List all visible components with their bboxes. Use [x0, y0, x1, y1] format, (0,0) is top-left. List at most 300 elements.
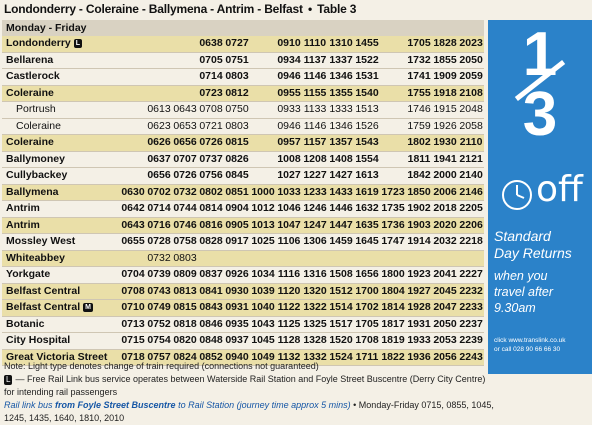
station-name [2, 300, 120, 317]
departure-time: 1040 [250, 300, 276, 317]
departure-time [120, 52, 146, 69]
departure-time: 0714 [146, 201, 172, 218]
footnote-rail-link-text: — Free Rail Link bus service operates between Waterside Rail Station and Foyle Street Buscentre (Derry City Centre) for intending rail passengers [4, 374, 486, 397]
departure-time: 0708 [198, 102, 224, 119]
departure-time: 0757 [146, 349, 172, 366]
bus-line-part-d: • Monday-Friday 0715, 0855, 1045, 1245, 1435, 1640, 1810, 2010 [4, 400, 494, 423]
departure-time: 1828 [432, 36, 458, 52]
station-label: Belfast Central [6, 284, 81, 297]
station-badge: L [75, 39, 81, 47]
station-label: Londonderry [6, 37, 71, 49]
departure-time: 2146 [458, 184, 484, 201]
departure-time: 0705 [198, 52, 224, 69]
departure-time [120, 36, 146, 52]
station-label: Bellarena [6, 53, 54, 66]
departure-time: 0846 [198, 316, 224, 333]
departure-time: 0704 [120, 267, 146, 284]
departure-time: 1850 [406, 184, 432, 201]
departure-time: 0818 [172, 316, 198, 333]
departure-time: 0930 [224, 283, 250, 300]
departure-time [250, 250, 276, 267]
timetable-row [2, 102, 484, 119]
departure-time: 2000 [432, 168, 458, 185]
departure-time: 0904 [224, 201, 250, 218]
departure-time: 1822 [380, 349, 406, 366]
departure-time: 0815 [172, 300, 198, 317]
departure-time [172, 36, 198, 52]
departure-time [172, 52, 198, 69]
departure-time: 1800 [380, 267, 406, 284]
departure-time [120, 135, 146, 152]
promo-website[interactable]: click www.translink.co.uk [494, 337, 566, 344]
departure-time: 1125 [276, 316, 302, 333]
departure-time: 1941 [432, 151, 458, 168]
departure-time: 1804 [380, 283, 406, 300]
timetable-row [2, 135, 484, 152]
station-name [2, 333, 120, 350]
departure-time: 1540 [354, 85, 380, 102]
departure-time: 0726 [198, 135, 224, 152]
timetable-header-row [2, 20, 484, 36]
departure-time [250, 69, 276, 86]
departure-time [172, 85, 198, 102]
timetable-row [2, 118, 484, 135]
departure-time [146, 85, 172, 102]
departure-time: 0841 [198, 283, 224, 300]
departure-time: 0754 [146, 333, 172, 350]
title-bullet: • [307, 2, 312, 16]
departure-time: 1915 [432, 102, 458, 119]
departure-time: 0851 [224, 184, 250, 201]
station-name [2, 102, 120, 119]
departure-time: 1656 [354, 267, 380, 284]
departure-time: 2205 [458, 201, 484, 218]
timetable-row [2, 250, 484, 267]
promo-contact [494, 336, 590, 354]
station-label: Great Victoria Street [6, 350, 108, 363]
departure-time: 1357 [328, 135, 354, 152]
departure-time: 1043 [250, 316, 276, 333]
departure-time: 1316 [302, 267, 328, 284]
departure-time: 1120 [276, 283, 302, 300]
departure-time: 1619 [354, 184, 380, 201]
departure-time: 1926 [432, 118, 458, 135]
station-label: Cullybackey [6, 169, 68, 181]
departure-time: 0940 [224, 349, 250, 366]
departure-time: 1110 [302, 36, 328, 52]
departure-time: 0917 [224, 234, 250, 251]
departure-time: 1711 [354, 349, 380, 366]
station-name [2, 267, 120, 284]
departure-time: 0732 [172, 184, 198, 201]
departure-time [380, 151, 406, 168]
departure-time: 0750 [224, 102, 250, 119]
promo-when-you: when you [494, 269, 548, 283]
departure-time: 2239 [458, 333, 484, 350]
departure-time: 1520 [328, 333, 354, 350]
departure-time: 0809 [172, 267, 198, 284]
footnote-light-type: Note: Light type denotes change of train required (connections not guaranteed) [4, 361, 319, 371]
departure-time: 0803 [172, 250, 198, 267]
timetable-title [4, 1, 484, 18]
departure-time: 0828 [198, 234, 224, 251]
station-name [2, 135, 120, 152]
departure-time [276, 250, 302, 267]
departure-time [120, 85, 146, 102]
departure-time: 2232 [458, 283, 484, 300]
departure-time: 0816 [198, 217, 224, 234]
timetable-row [2, 201, 484, 218]
departure-time [380, 118, 406, 135]
departure-time: 0756 [198, 168, 224, 185]
departure-time: 2121 [458, 151, 484, 168]
departure-time: 1508 [328, 267, 354, 284]
departure-time: 2243 [458, 349, 484, 366]
departure-time: 0623 [146, 118, 172, 135]
departure-time: 0946 [276, 69, 302, 86]
departure-time: 0814 [198, 201, 224, 218]
station-name [2, 69, 120, 86]
departure-time: 1930 [432, 135, 458, 152]
departure-time: 2140 [458, 168, 484, 185]
departure-time: 1146 [302, 69, 328, 86]
departure-time: 1027 [276, 168, 302, 185]
departure-time: 1034 [250, 267, 276, 284]
departure-time: 1524 [328, 349, 354, 366]
departure-time [458, 250, 484, 267]
departure-time: 1133 [302, 102, 328, 119]
departure-time [146, 52, 172, 69]
departure-time: 1122 [276, 300, 302, 317]
timetable-row [2, 151, 484, 168]
departure-time: 1033 [276, 184, 302, 201]
departure-time: 0957 [276, 135, 302, 152]
departure-time: 2045 [432, 283, 458, 300]
departure-time [328, 250, 354, 267]
bus-line-part-a: Rail link bus [4, 400, 56, 410]
station-label: Coleraine [6, 86, 54, 99]
departure-time: 2023 [458, 36, 484, 52]
station-label: Antrim [6, 218, 40, 231]
departure-time: 0751 [224, 52, 250, 69]
station-name [2, 151, 120, 168]
departure-time [250, 168, 276, 185]
departure-time: 1514 [328, 300, 354, 317]
promo-phone: or call 028 90 66 66 30 [494, 346, 561, 353]
departure-time: 1531 [354, 69, 380, 86]
departure-time [250, 36, 276, 52]
departure-time: 1914 [406, 234, 432, 251]
departure-time: 1157 [302, 135, 328, 152]
station-name [2, 283, 120, 300]
departure-time: 1700 [354, 283, 380, 300]
departure-time: 0752 [146, 316, 172, 333]
station-name [2, 184, 120, 201]
departure-time: 1046 [276, 201, 302, 218]
departure-time [380, 85, 406, 102]
departure-time: 1543 [354, 135, 380, 152]
departure-time: 0723 [198, 85, 224, 102]
promo-travel-after: travel after [494, 285, 554, 299]
departure-time: 1310 [328, 36, 354, 52]
departure-time: 0713 [120, 316, 146, 333]
departure-time: 0813 [172, 283, 198, 300]
departure-time: 1433 [328, 184, 354, 201]
departure-time: 0714 [198, 69, 224, 86]
departure-time: 1645 [354, 234, 380, 251]
timetable-row [2, 36, 484, 52]
promo-denominator: 3 [522, 80, 558, 149]
departure-time: 2056 [432, 349, 458, 366]
departure-time [120, 168, 146, 185]
departure-time: 0905 [224, 217, 250, 234]
departure-time: 2041 [432, 267, 458, 284]
departure-time [198, 250, 224, 267]
departure-time [250, 135, 276, 152]
departure-time: 1613 [354, 168, 380, 185]
departure-time: 1447 [328, 217, 354, 234]
rail-link-badge: L [6, 375, 11, 384]
departure-time: 1747 [380, 234, 406, 251]
departure-time: 2048 [458, 102, 484, 119]
departure-time: 0642 [120, 201, 146, 218]
departure-time: 2050 [458, 52, 484, 69]
departure-time: 0744 [172, 201, 198, 218]
departure-time: 0802 [198, 184, 224, 201]
departure-time: 1337 [328, 52, 354, 69]
departure-time [380, 36, 406, 52]
departure-time: 1045 [250, 333, 276, 350]
departure-time: 1759 [406, 118, 432, 135]
departure-time: 1517 [328, 316, 354, 333]
station-label: Whiteabbey [6, 251, 65, 264]
departure-time: 1306 [302, 234, 328, 251]
timetable-row [2, 85, 484, 102]
departure-time: 0803 [224, 69, 250, 86]
departure-time: 2020 [432, 217, 458, 234]
departure-time: 0737 [198, 151, 224, 168]
timetable-row [2, 52, 484, 69]
departure-time: 1455 [354, 36, 380, 52]
departure-time: 1459 [328, 234, 354, 251]
departure-time: 0946 [276, 118, 302, 135]
departure-time: 0824 [172, 349, 198, 366]
departure-time: 1355 [328, 85, 354, 102]
departure-time: 0637 [146, 151, 172, 168]
departure-time: 1705 [354, 316, 380, 333]
departure-time: 1702 [354, 300, 380, 317]
station-label: Coleraine [16, 119, 61, 132]
departure-time: 0718 [120, 349, 146, 366]
departure-time [380, 52, 406, 69]
departure-time: 1732 [406, 52, 432, 69]
departure-time: 1233 [302, 184, 328, 201]
departure-time: 0656 [172, 135, 198, 152]
departure-time: 1902 [406, 201, 432, 218]
departure-time: 0653 [172, 118, 198, 135]
station-name [2, 168, 120, 185]
departure-time [120, 250, 146, 267]
departure-time: 1736 [380, 217, 406, 234]
departure-time: 0715 [120, 333, 146, 350]
station-name [2, 234, 120, 251]
station-badge: M [85, 303, 91, 311]
departure-time: 1116 [276, 267, 302, 284]
title-route: Londonderry - Coleraine - Ballymena - Antrim - Belfast [4, 2, 303, 16]
station-name [2, 217, 120, 234]
departure-time: 0803 [224, 118, 250, 135]
departure-time: 1923 [406, 267, 432, 284]
bus-line-part-b: from Foyle Street Buscentre [55, 400, 176, 410]
departure-time: 0716 [146, 217, 172, 234]
departure-time: 0926 [224, 267, 250, 284]
footnote-bus-times [4, 399, 494, 425]
departure-time: 0743 [146, 283, 172, 300]
departure-time: 1936 [406, 349, 432, 366]
departure-time: 1013 [250, 217, 276, 234]
departure-time: 0910 [276, 36, 302, 52]
departure-time [250, 85, 276, 102]
departure-time: 1049 [250, 349, 276, 366]
departure-time: 2047 [432, 300, 458, 317]
days-label: Monday - Friday [2, 20, 484, 36]
station-label: Botanic [6, 317, 45, 330]
clock-icon [500, 178, 534, 212]
departure-time: 1927 [406, 283, 432, 300]
station-label: Mossley West [6, 235, 76, 247]
departure-time: 1000 [250, 184, 276, 201]
departure-time: 2110 [458, 135, 484, 152]
departure-time: 1903 [406, 217, 432, 234]
departure-time: 2058 [458, 118, 484, 135]
departure-time: 1512 [328, 283, 354, 300]
departure-time [250, 118, 276, 135]
departure-time: 1106 [276, 234, 302, 251]
promo-condition [494, 268, 588, 316]
departure-time: 1025 [250, 234, 276, 251]
departure-time: 0758 [172, 234, 198, 251]
departure-time: 1909 [432, 69, 458, 86]
departure-time: 1247 [302, 217, 328, 234]
departure-time: 2227 [458, 267, 484, 284]
bus-line-part-c: to Rail Station (journey time approx 5 mins) [175, 400, 351, 410]
promo-tagline [494, 228, 588, 262]
departure-time: 1526 [354, 118, 380, 135]
station-name [2, 201, 120, 218]
departure-time: 1137 [302, 52, 328, 69]
departure-time: 1246 [302, 201, 328, 218]
departure-time: 0643 [120, 217, 146, 234]
departure-time: 0749 [146, 300, 172, 317]
departure-time [120, 151, 146, 168]
departure-time: 1802 [406, 135, 432, 152]
station-label: Portrush [16, 103, 56, 115]
station-label: City Hospital [6, 334, 71, 346]
station-label: Coleraine [6, 136, 54, 148]
departure-time: 0739 [146, 267, 172, 284]
departure-time: 1346 [328, 69, 354, 86]
timetable-row [2, 333, 484, 350]
departure-time: 1811 [406, 151, 432, 168]
departure-time: 1039 [250, 283, 276, 300]
departure-time: 1928 [406, 300, 432, 317]
station-label: Belfast Central [6, 301, 81, 313]
footnotes [4, 360, 494, 425]
departure-time: 0626 [146, 135, 172, 152]
departure-time: 0707 [172, 151, 198, 168]
footnote-rail-link [4, 373, 494, 399]
departure-time [172, 69, 198, 86]
promo-off-row [496, 160, 592, 220]
station-name [2, 118, 120, 135]
departure-time: 1708 [354, 333, 380, 350]
departure-time: 1931 [406, 316, 432, 333]
station-label: Antrim [6, 202, 40, 214]
promo-day-returns: Day Returns [494, 245, 572, 261]
departure-time: 0638 [198, 36, 224, 52]
departure-time: 1522 [354, 52, 380, 69]
departure-time: 1427 [328, 168, 354, 185]
station-name [2, 85, 120, 102]
departure-time: 0655 [120, 234, 146, 251]
station-label: Ballymoney [6, 152, 65, 165]
station-name [2, 250, 120, 267]
departure-time [432, 250, 458, 267]
departure-time: 2108 [458, 85, 484, 102]
timetable-row [2, 234, 484, 251]
promo-off: off [536, 169, 583, 210]
departure-time: 1322 [302, 300, 328, 317]
departure-time: 0848 [198, 333, 224, 350]
departure-time: 0710 [120, 300, 146, 317]
departure-time: 1128 [276, 333, 302, 350]
departure-time: 0726 [172, 168, 198, 185]
departure-time [146, 69, 172, 86]
departure-time: 2006 [432, 184, 458, 201]
departure-time [146, 36, 172, 52]
departure-time: 1632 [354, 201, 380, 218]
departure-time: 0837 [198, 267, 224, 284]
departure-time: 0702 [146, 184, 172, 201]
departure-time: 0852 [198, 349, 224, 366]
departure-time [380, 69, 406, 86]
timetable-row [2, 184, 484, 201]
timetable-row [2, 69, 484, 86]
departure-time: 1325 [302, 316, 328, 333]
departure-time: 0843 [198, 300, 224, 317]
departure-time [406, 250, 432, 267]
departure-time: 1513 [354, 102, 380, 119]
departure-time: 2206 [458, 217, 484, 234]
departure-time: 1918 [432, 85, 458, 102]
departure-time [380, 102, 406, 119]
timetable-row [2, 283, 484, 300]
departure-time: 1842 [406, 168, 432, 185]
departure-time [250, 52, 276, 69]
timetable-row [2, 300, 484, 317]
timetable-row [2, 267, 484, 284]
departure-time: 1855 [432, 52, 458, 69]
station-name [2, 316, 120, 333]
departure-time: 0820 [172, 333, 198, 350]
departure-time: 1132 [276, 349, 302, 366]
departure-time: 0826 [224, 151, 250, 168]
station-name [2, 52, 120, 69]
departure-time: 1332 [302, 349, 328, 366]
departure-time: 1320 [302, 283, 328, 300]
departure-time [250, 102, 276, 119]
departure-time: 2233 [458, 300, 484, 317]
